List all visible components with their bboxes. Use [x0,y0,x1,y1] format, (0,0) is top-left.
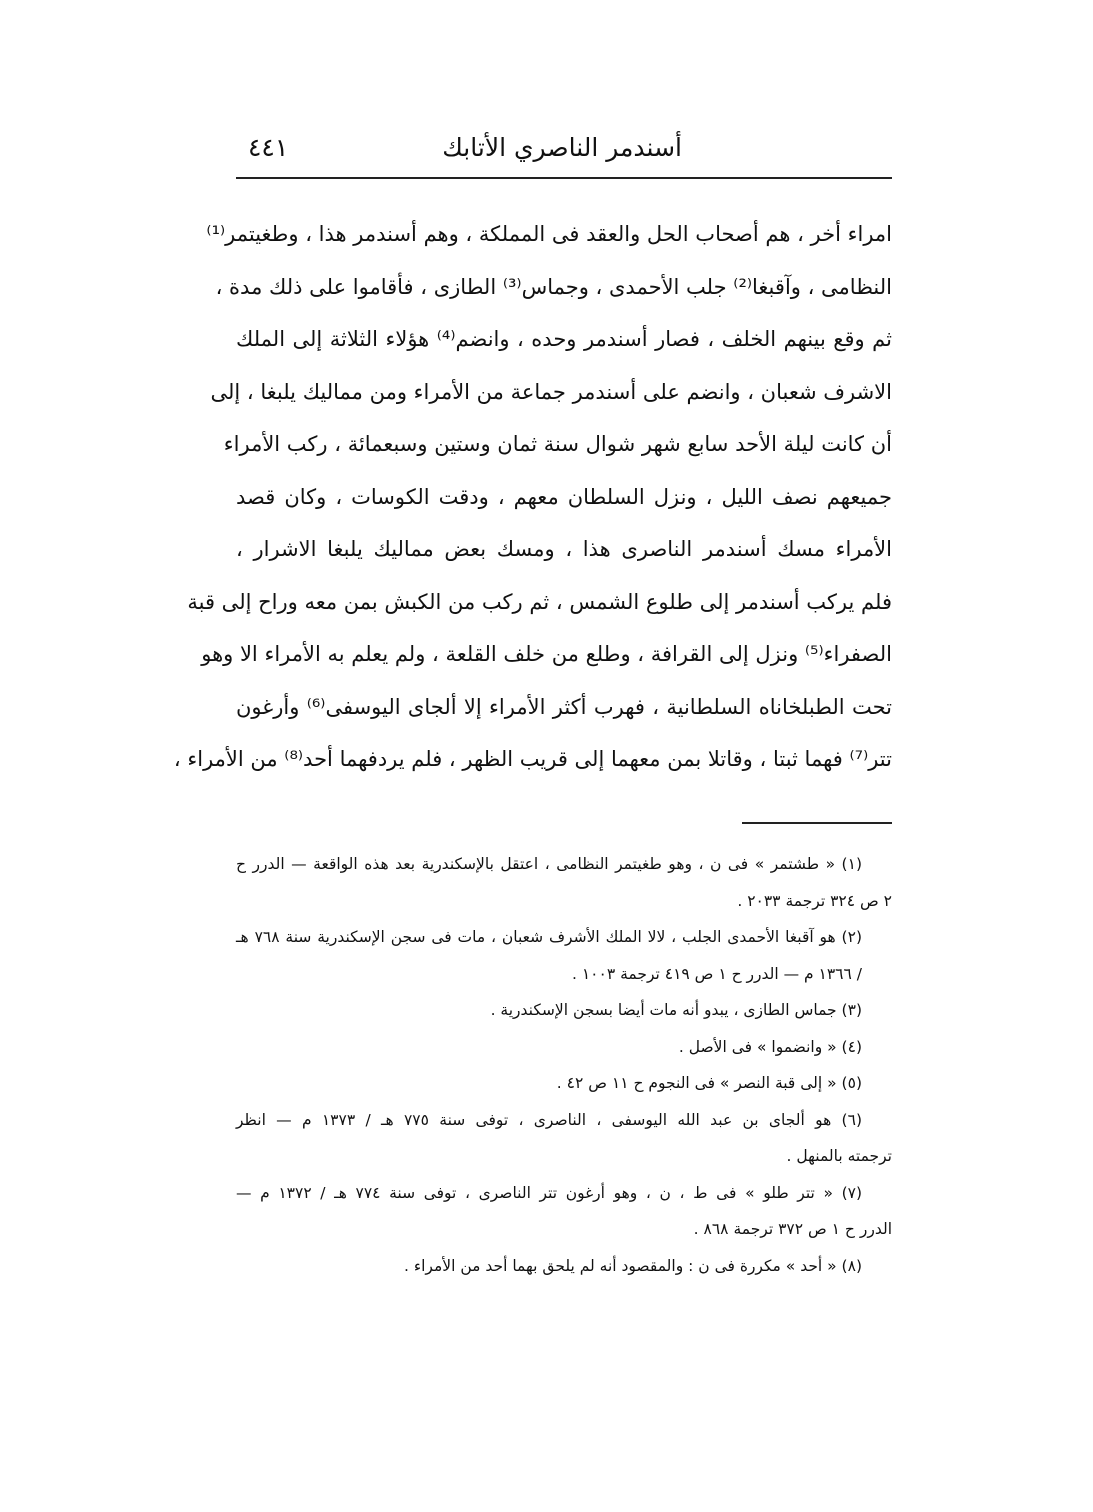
text-line: تتر⁽⁷⁾ فهما ثبتا ، وقاتلا بمن معهما إلى قريب الظهر ، فلم يردفهما أحد⁽⁸⁾ من الأمراء ، [173,747,892,771]
header-rule [236,177,892,179]
footnote-separator [742,822,892,824]
footnote-6-continued: ترجمته بالمنهل . [786,1147,892,1165]
footnote-1-continued: ٢ ص ٣٢٤ ترجمة ٢٠٣٣ . [737,891,892,910]
footnote-8: (٨) « أحد » مكررة فى ن : والمقصود أنه لم يلحق بهما أحد من الأمراء . [403,1256,862,1275]
text-line: الاشرف شعبان ، وانضم على أسندمر جماعة من الأمراء ومن مماليك يلبغا ، إلى [210,379,892,404]
running-title: أسندمر الناصري الأتابك [442,133,682,162]
text-line: النظامى ، وآقبغا⁽²⁾ جلب الأحمدى ، وجماس⁽³⁾ الطازى ، فأقاموا على ذلك مدة ، [215,274,892,299]
footnote-7: (٧) « تتر طلو » فى ط ، ن ، وهو أرغون تتر الناصرى ، توفى سنة ٧٧٤ هـ / ١٣٧٢ م — [236,1183,863,1202]
footnote-1: (١) « طشتمر » فى ن ، وهو طغيتمر النظامى ، اعتقل بالإسكندرية بعد هذه الواقعة — الدرر ح [236,855,862,873]
page-number: ٤٤١ [248,133,289,162]
text-line: الأمراء مسك أسندمر الناصرى هذا ، ومسك بعض مماليك يلبغا الاشرار ، [236,537,892,561]
text-line: جميعهم نصف الليل ، ونزل السلطان معهم ، ودقت الكوسات ، وكان قصد [236,484,892,509]
text-line: أن كانت ليلة الأحد سابع شهر شوال سنة ثمان وستين وسبعمائة ، ركب الأمراء [223,432,892,456]
footnote-6: (٦) هو ألجاى بن عبد الله اليوسفى ، الناصرى ، توفى سنة ٧٧٥ هـ / ١٣٧٣ م — انظر [236,1110,862,1129]
text-line: فلم يركب أسندمر إلى طلوع الشمس ، ثم ركب من الكبش بمن معه وراح إلى قبة [187,589,892,614]
main-text [173,208,893,786]
footnote-2: (٢) هو آقبغا الأحمدى الجلب ، لالا الملك الأشرف شعبان ، مات فى سجن الإسكندرية سنة ٧٦٨ هـ [236,928,862,946]
text-line: الصفراء⁽⁵⁾ ونزل إلى القرافة ، وطلع من خلف القلعة ، ولم يعلم به الأمراء الا وهو [201,642,892,666]
text-line: امراء أخر ، هم أصحاب الحل والعقد فى المملكة ، وهم أسندمر هذا ، وطغيتمر⁽¹⁾ [206,222,892,246]
text-line: ثم وقع بينهم الخلف ، فصار أسندمر وحده ، وانضم⁽⁴⁾ هؤلاء الثلاثة إلى الملك [236,327,892,351]
footnote-4: (٤) « وانضموا » فى الأصل . [678,1037,862,1056]
text-line: تحت الطبلخاناه السلطانية ، فهرب أكثر الأمراء إلا ألجاى اليوسفى⁽⁶⁾ وأرغون [236,694,893,719]
footnotes [236,846,892,1284]
footnote-7-continued: الدرر ح ١ ص ٣٧٢ ترجمة ٨٦٨ . [693,1220,892,1238]
footnote-3: (٣) جماس الطازى ، يبدو أنه مات أيضا بسجن الإسكندرية . [490,1001,862,1019]
footnote-2-continued: / ١٣٦٦ م — الدرر ح ١ ص ٤١٩ ترجمة ١٠٠٣ . [572,964,862,983]
footnote-5: (٥) « إلى قبة النصر » فى النجوم ح ١١ ص ٤٢ . [556,1074,862,1092]
running-head [236,128,892,176]
